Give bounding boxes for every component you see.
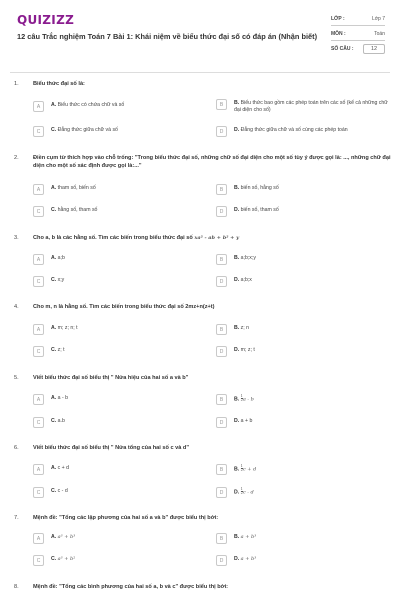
option-text: a - b	[242, 396, 254, 403]
option-letter: B	[216, 533, 227, 544]
option-letter: A	[33, 324, 44, 335]
option-text: z; t	[57, 347, 65, 353]
option-text: tham số, biến số	[57, 185, 96, 191]
option-letter: B	[216, 184, 227, 195]
option-b[interactable]: B B. a + b³	[216, 533, 392, 546]
option-letter: B	[216, 254, 227, 265]
option-text: a + b³	[240, 534, 257, 540]
question-number: 5.	[14, 375, 19, 381]
question-number: 1.	[14, 81, 19, 87]
question-number: 8.	[14, 584, 19, 590]
option-text: a;b	[57, 255, 65, 261]
option-c[interactable]: C C. z; t	[33, 346, 209, 359]
document-title: 12 câu Trắc nghiệm Toán 7 Bài 1: Khái niệm về biểu thức đại số có đáp án (Nhận biết)	[17, 32, 318, 41]
option-letter: D	[216, 126, 227, 137]
option-d[interactable]: D D. $\frac{1}{2}$ c - d	[216, 487, 392, 500]
question-text: Cho a, b là các hằng số. Tìm các biến trong biểu thức đại số	[33, 235, 193, 241]
option-text: Biểu thức bao gồm các phép toán trên các số (kể cả những chữ đại diện cho số)	[234, 100, 388, 113]
option-text: z; n	[240, 325, 250, 331]
option-c[interactable]: C C. a.b	[33, 417, 209, 430]
option-text: c - d	[242, 489, 254, 496]
question-number: 4.	[14, 304, 19, 310]
option-b[interactable]: B B. z; n	[216, 324, 392, 337]
option-letter: B	[216, 464, 227, 475]
subject-label: MÔN :	[331, 31, 346, 37]
class-label: LỚP :	[331, 16, 345, 22]
option-letter: A	[33, 533, 44, 544]
option-letter: C	[33, 417, 44, 428]
option-text: m; z; t	[240, 347, 255, 353]
option-letter: C	[33, 276, 44, 287]
option-c[interactable]: C C. hằng số, tham số	[33, 206, 209, 219]
option-text: c - d	[57, 488, 68, 494]
option-a[interactable]: A A. a³ + b³	[33, 533, 209, 546]
option-text: Biểu thức có chứa chữ và số	[57, 102, 125, 108]
count-label: SỐ CÂU :	[331, 46, 354, 52]
question-text: Điền cụm từ thích hợp vào chỗ trống: "Trong biểu thức đại số, những chữ số đại diện cho một số tùy ý được gọi là: ..., những chữ đại diện cho một số xác định được gọi là:..."	[33, 155, 391, 169]
question-number: 2.	[14, 155, 19, 161]
option-text: Đẳng thức giữa chữ và số	[57, 127, 118, 133]
option-d[interactable]: D D. Đẳng thức giữa chữ và số cùng các phép toán	[216, 126, 392, 139]
quizizz-logo: QUIZIZZ	[17, 13, 75, 27]
question-number: 6.	[14, 445, 19, 451]
question-text: Viết biểu thức đại số biểu thị " Nửa tổng của hai số c và d"	[33, 445, 189, 451]
option-letter: D	[216, 417, 227, 428]
option-text: hằng số, tham số	[57, 207, 98, 213]
option-letter: C	[33, 126, 44, 137]
question-number: 3.	[14, 235, 19, 241]
option-letter: A	[33, 394, 44, 405]
option-letter: A	[33, 254, 44, 265]
option-b[interactable]: B B. Biểu thức bao gồm các phép toán trên các số (kể cả những chữ đại diện cho số)	[216, 99, 392, 112]
subject-value: Toán	[374, 31, 385, 37]
option-text: a - b	[57, 395, 69, 401]
option-a[interactable]: A A. a;b	[33, 254, 209, 267]
option-text: c + d	[57, 465, 70, 471]
option-letter: D	[216, 555, 227, 566]
option-letter: B	[216, 99, 227, 110]
option-c[interactable]: C C. Đẳng thức giữa chữ và số	[33, 126, 209, 139]
option-a[interactable]: A A. a - b	[33, 394, 209, 407]
document-header	[0, 0, 400, 70]
option-letter: C	[33, 555, 44, 566]
option-text: a;b;x;y	[240, 255, 256, 261]
option-letter: A	[33, 184, 44, 195]
option-letter: D	[216, 487, 227, 498]
option-a[interactable]: A A. tham số, biến số	[33, 184, 209, 197]
question-formula: xa² - ab + b² + y	[194, 235, 239, 241]
option-text: a³ + b³	[57, 534, 76, 540]
option-letter: D	[216, 276, 227, 287]
question-number: 7.	[14, 515, 19, 521]
option-text: Đẳng thức giữa chữ và số cùng các phép toán	[240, 127, 348, 133]
option-letter: B	[216, 394, 227, 405]
option-letter: C	[33, 206, 44, 217]
question-text: Viết biểu thức đại số biểu thị " Nửa hiệu của hai số a và b"	[33, 375, 189, 381]
option-letter: A	[33, 464, 44, 475]
option-text: a³ + b²	[57, 556, 76, 562]
option-text: m; z; n; t	[57, 325, 78, 331]
question-text: Mệnh đề: "Tổng các bình phương của hai số a, b và c" được biểu thị bởi:	[33, 584, 229, 590]
option-a[interactable]: A A. c + d	[33, 464, 209, 477]
option-a[interactable]: A A. m; z; n; t	[33, 324, 209, 337]
option-d[interactable]: D D. biến số, tham số	[216, 206, 392, 219]
option-text: a + b	[240, 418, 253, 424]
option-c[interactable]: C C. a³ + b²	[33, 555, 209, 568]
meta-divider	[331, 25, 385, 26]
option-a[interactable]: A A. Biểu thức có chứa chữ và số	[33, 101, 209, 114]
question-text: Cho m, n là hằng số. Tìm các biến trong biểu thức đại số 2mz+n(z+t)	[33, 304, 215, 310]
option-d[interactable]: D D. m; z; t	[216, 346, 392, 359]
option-text: a + b³	[240, 556, 257, 562]
option-b[interactable]: B B. $\frac{1}{2}$ a - b	[216, 394, 392, 407]
option-b[interactable]: B B. $\frac{1}{2}$ c + d	[216, 464, 392, 477]
option-text: a.b	[57, 418, 65, 424]
meta-divider	[331, 40, 385, 41]
question-text: Mệnh đề: "Tổng các lập phương của hai số a và b" được biểu thị bởi:	[33, 515, 219, 521]
option-letter: A	[33, 101, 44, 112]
option-d[interactable]: D D. a + b	[216, 417, 392, 430]
option-text: biến số, tham số	[240, 207, 279, 213]
class-value: Lớp 7	[371, 16, 385, 22]
option-letter: C	[33, 487, 44, 498]
option-letter: D	[216, 206, 227, 217]
option-letter: C	[33, 346, 44, 357]
option-d[interactable]: D D. a;b;x	[216, 276, 392, 289]
option-d[interactable]: D D. a + b³	[216, 555, 392, 568]
question-text: Biểu thức đại số là:	[33, 81, 85, 87]
option-text: biến số, hằng số	[240, 185, 279, 191]
option-b[interactable]: B B. a;b;x;y	[216, 254, 392, 267]
option-text: c + d	[242, 466, 257, 473]
option-letter: D	[216, 346, 227, 357]
option-c[interactable]: C C. x;y	[33, 276, 209, 289]
option-c[interactable]: C C. c - d	[33, 487, 209, 500]
count-value: 12	[363, 44, 385, 54]
option-text: x;y	[57, 277, 65, 283]
option-b[interactable]: B B. biến số, hằng số	[216, 184, 392, 197]
option-letter: B	[216, 324, 227, 335]
option-text: a;b;x	[240, 277, 252, 283]
header-divider	[10, 72, 390, 73]
